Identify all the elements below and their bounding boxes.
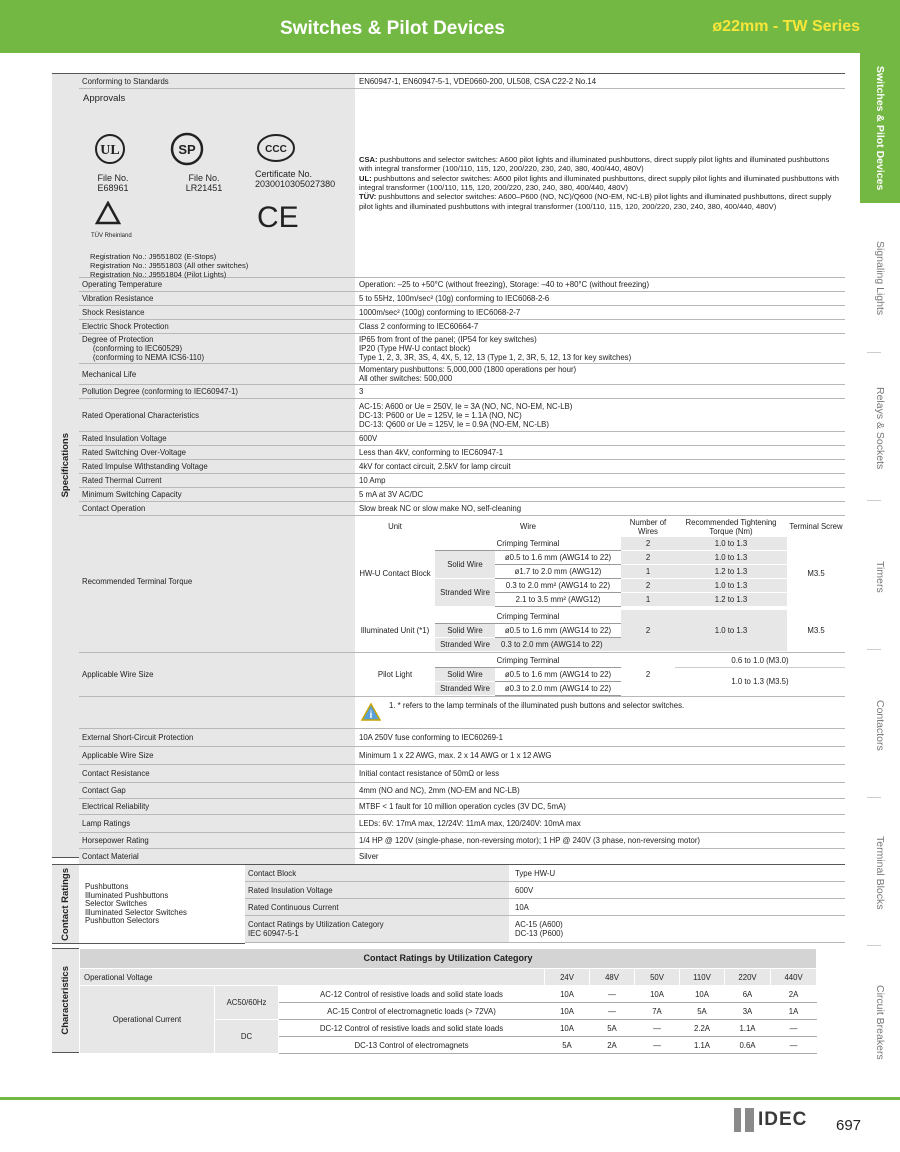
registration-item: Registration No.: J9551803 (All other switches)	[90, 261, 249, 270]
voltage-header: 50V	[635, 969, 680, 986]
idec-logo-icon	[734, 1108, 754, 1132]
spec-value: MTBF < 1 fault for 10 million operation cycles (3V DC, 5mA)	[355, 799, 845, 815]
spec-value: Silver	[355, 849, 845, 865]
category-description: AC-12 Control of resistive loads and solid state loads	[279, 986, 545, 1003]
torque-value: 1.0 to 1.3	[675, 537, 787, 551]
solid-wire: Solid Wire	[435, 624, 495, 638]
wire-count: 1	[621, 565, 675, 579]
spec-value: Momentary pushbuttons: 5,000,000 (1800 operations per hour) All other switches: 500,000	[355, 364, 845, 385]
page-title: Switches & Pilot Devices	[280, 18, 505, 39]
spec-value: Initial contact resistance of 50mΩ or less	[355, 765, 845, 783]
spec-row	[79, 474, 845, 488]
approval-paragraph	[359, 192, 839, 211]
approvals-cell	[79, 89, 355, 278]
spec-key: Contact Resistance	[79, 765, 355, 783]
torque-table-cell	[355, 516, 845, 653]
rating-key: Rated Continuous Current	[245, 899, 509, 916]
svg-text:CCC: CCC	[265, 144, 287, 155]
ul-file-number: File No. E68961	[97, 173, 129, 193]
spec-value: Minimum 1 x 22 AWG, max. 2 x 14 AWG or 1 x 12 AWG	[355, 747, 845, 765]
tab-divider	[867, 945, 881, 946]
spec-key: Operating Temperature	[79, 278, 355, 292]
spec-row	[79, 783, 845, 799]
wire-count: 2	[621, 537, 675, 551]
spec-row	[79, 446, 845, 460]
spec-value: 600V	[355, 432, 845, 446]
category-description: AC-15 Control of electromagnetic loads (> 72VA)	[279, 1003, 545, 1020]
rating-row	[245, 916, 845, 943]
note-cell	[355, 697, 845, 729]
stranded-wire: Stranded Wire	[435, 638, 495, 652]
current-value: 3A	[725, 1003, 771, 1020]
current-value: 1.1A	[680, 1037, 725, 1054]
rating-value: Type HW-U	[509, 865, 845, 882]
torque-key-cell	[79, 516, 355, 653]
spec-row	[79, 849, 845, 865]
spec-key: Degree of Protection (conforming to IEC60529) (conforming to NEMA ICS6-110)	[79, 334, 355, 364]
current-value: 2A	[590, 1037, 635, 1054]
current-value: 10A	[680, 986, 725, 1003]
spec-row	[79, 815, 845, 833]
side-tab-relays-sockets[interactable]: Relays & Sockets	[874, 386, 886, 470]
spec-row	[79, 833, 845, 849]
current-value: 10A	[545, 1003, 590, 1020]
approval-text: pushbuttons and selector switches: A600–P600 (NO, NC)/Q600 (NO-EM, NC-LB) pilot lights and illuminated pushbuttons, direct supply pilot lights and illuminated pushbuttons with integral transformer (100/110, 115, 120, 200/220, 230, 240, 380, 400/440, 480V)	[359, 192, 832, 211]
col-screw: Terminal Screw	[787, 517, 845, 537]
svg-text:UL: UL	[100, 143, 120, 158]
spec-row	[79, 385, 845, 399]
current-value: 5A	[590, 1020, 635, 1037]
ccc-certificate: Certificate No. 2030010305027380	[255, 169, 336, 189]
current-value: 6A	[725, 986, 771, 1003]
registration-list	[90, 252, 248, 279]
spec-key: Pollution Degree (conforming to IEC60947-1)	[79, 385, 355, 399]
spec-key: Contact Operation	[79, 502, 355, 516]
specifications-table	[79, 73, 845, 865]
spec-row	[79, 364, 845, 385]
idec-logo	[734, 1108, 807, 1132]
spec-key: External Short-Circuit Protection	[79, 729, 355, 747]
wire-count: 2	[621, 551, 675, 565]
side-tab-circuit-breakers[interactable]: Circuit Breakers	[874, 984, 886, 1060]
tab-divider	[867, 500, 881, 501]
illuminated-unit: Illuminated Unit (*1)	[355, 610, 435, 652]
spec-value: 5 mA at 3V AC/DC	[355, 488, 845, 502]
side-tab-timers[interactable]: Timers	[874, 561, 886, 593]
screw-value: M3.5	[787, 537, 845, 610]
spec-row	[79, 334, 845, 364]
wire-range: 2.1 to 3.5 mm² (AWG12)	[495, 593, 621, 607]
page-header	[0, 0, 900, 53]
spec-key: Shock Resistance	[79, 306, 355, 320]
spec-value: 1000m/sec² (100g) conforming to IEC6068-2-7	[355, 306, 845, 320]
pilot-table	[355, 653, 845, 696]
wire-range: ø1.7 to 2.0 mm (AWG12)	[495, 565, 621, 579]
spec-key: Rated Impulse Withstanding Voltage	[79, 460, 355, 474]
contact-ratings-devices: Pushbuttons Illuminated Pushbuttons Selector Switches Illuminated Selector Switches Pushbutton Selectors	[79, 864, 245, 944]
wire-size-key: Applicable Wire Size	[79, 653, 355, 697]
current-value: 0.6A	[725, 1037, 771, 1054]
col-unit: Unit	[355, 517, 435, 537]
current-value: —	[590, 986, 635, 1003]
current-value: —	[635, 1020, 680, 1037]
note-key-cell	[79, 697, 355, 729]
spec-row	[79, 292, 845, 306]
spec-key: Rated Operational Characteristics	[79, 399, 355, 432]
voltage-header: 220V	[725, 969, 771, 986]
voltage-header: 48V	[590, 969, 635, 986]
torque-value: 1.2 to 1.3	[675, 565, 787, 579]
current-value: 10A	[635, 986, 680, 1003]
characteristics-label: Characteristics	[52, 948, 79, 1053]
spec-value: 10 Amp	[355, 474, 845, 488]
rating-row	[245, 865, 845, 882]
tab-divider	[867, 797, 881, 798]
rating-key: Rated Insulation Voltage	[245, 882, 509, 899]
approvals-description	[355, 89, 845, 278]
operational-current: Operational Current	[80, 986, 215, 1054]
current-value: 1.1A	[725, 1020, 771, 1037]
spec-row	[79, 432, 845, 446]
wire-range: ø0.5 to 1.6 mm (AWG14 to 22)	[495, 668, 621, 682]
current-value: —	[771, 1037, 817, 1054]
characteristics-table	[79, 948, 817, 1054]
voltage-header: 440V	[771, 969, 817, 986]
solid-wire: Solid Wire	[435, 551, 495, 579]
rating-row	[245, 882, 845, 899]
note-text: 1. * refers to the lamp terminals of the illuminated push buttons and selector switches.	[389, 701, 685, 710]
crimp-label: Crimping Terminal	[435, 537, 621, 551]
tuv-logo-icon	[95, 201, 121, 225]
spec-row	[79, 306, 845, 320]
col-torque: Recommended Tightening Torque (Nm)	[675, 517, 787, 537]
approval-paragraph	[359, 174, 839, 193]
spec-row	[79, 278, 845, 292]
spec-value: 5 to 55Hz, 100m/sec² (10g) conforming to IEC6068-2-6	[355, 292, 845, 306]
voltage-header: 110V	[680, 969, 725, 986]
registration-item: Registration No.: J9551802 (E-Stops)	[90, 252, 217, 261]
wire-count: 1	[621, 593, 675, 607]
col-number: Number of Wires	[621, 517, 675, 537]
spec-value: EN60947-1, EN60947-5-1, VDE0660-200, UL508, CSA C22-2 No.14	[355, 74, 845, 89]
approval-text: pushbuttons and selector switches: A600 pilot lights and illuminated pushbuttons, direct supply pilot lights and illuminated pushbuttons with integral transformer (100/110, 115, 120, 200/220, 230, 240, 380, 400/440, 480V)	[359, 155, 830, 174]
current-value: 5A	[545, 1037, 590, 1054]
current-value: —	[590, 1003, 635, 1020]
current-value: —	[771, 1020, 817, 1037]
torque-value: 1.0 to 1.3 (M3.5)	[675, 668, 845, 696]
torque-value: 0.6 to 1.0 (M3.0)	[675, 654, 845, 668]
spec-key: Horsepower Rating	[79, 833, 355, 849]
hwu-unit: HW-U Contact Block	[355, 537, 435, 610]
side-tab-contactors[interactable]: Contactors	[874, 699, 886, 751]
wire-range: ø0.3 to 2.0 mm (AWG14 to 22)	[495, 682, 621, 696]
current-value: 5A	[680, 1003, 725, 1020]
spec-key: Vibration Resistance	[79, 292, 355, 306]
approval-text: pushbuttons and selector switches: A600 pilot lights and illuminated pushbuttons, direct supply pilot lights and illuminated pushbuttons with integral transformer (100/110, 115, 120, 200/220, 230, 240, 380, 400/440, 480V)	[359, 173, 839, 192]
crimp-label: Crimping Terminal	[435, 610, 621, 624]
ccc-logo-icon	[256, 133, 296, 163]
spec-row	[79, 488, 845, 502]
approvals-title: Approvals	[83, 93, 126, 104]
spec-key: Minimum Switching Capacity	[79, 488, 355, 502]
spec-value: LEDs: 6V: 17mA max, 12/24V: 11mA max, 120/240V: 10mA max	[355, 815, 845, 833]
side-tab-terminal-blocks[interactable]: Terminal Blocks	[874, 836, 886, 910]
spec-row	[79, 765, 845, 783]
current-value: 1A	[771, 1003, 817, 1020]
ce-mark-icon	[257, 201, 299, 231]
torque-value: 1.0 to 1.3	[675, 551, 787, 565]
wire-count: 2	[621, 579, 675, 593]
brand-name: IDEC	[758, 1109, 808, 1130]
spec-value: Operation: –25 to +50°C (without freezing), Storage: –40 to +80°C (without freezing)	[355, 278, 845, 292]
torque-key: Recommended Terminal Torque	[82, 577, 193, 586]
current-value: 10A	[545, 986, 590, 1003]
spec-row	[79, 799, 845, 815]
spec-value: Less than 4kV, conforming to IEC60947-1	[355, 446, 845, 460]
ac-label: AC50/60Hz	[215, 986, 279, 1020]
page-number: 697	[836, 1117, 862, 1134]
registration-item: Registration No.: J9551804 (Pilot Lights)	[90, 270, 227, 279]
spec-value: 1/4 HP @ 120V (single-phase, non-reversing motor); 1 HP @ 240V (3 phase, non-reversing motor)	[355, 833, 845, 849]
contact-ratings-table	[245, 864, 845, 943]
tuv-label: TÜV Rheinland	[91, 233, 132, 239]
pilot-table-cell	[355, 653, 845, 697]
current-value: 7A	[635, 1003, 680, 1020]
pilot-light-unit: Pilot Light	[355, 654, 435, 696]
approval-agency: UL:	[359, 173, 372, 183]
torque-table	[355, 516, 845, 652]
characteristics-title: Contact Ratings by Utilization Category	[80, 949, 817, 969]
wire-range: ø0.5 to 1.6 mm (AWG14 to 22)	[495, 551, 621, 565]
current-value: 2.2A	[680, 1020, 725, 1037]
rating-value: 10A	[509, 899, 845, 916]
svg-text:SP: SP	[178, 142, 196, 157]
series-title: ø22mm - TW Series	[712, 18, 860, 35]
spec-value: 4mm (NO and NC), 2mm (NO-EM and NC-LB)	[355, 783, 845, 799]
wire-range: 0.3 to 2.0 mm² (AWG14 to 22)	[495, 579, 621, 593]
spec-value: Slow break NC or slow make NO, self-cleaning	[355, 502, 845, 516]
tab-divider	[867, 649, 881, 650]
spec-value: Class 2 conforming to IEC60664-7	[355, 320, 845, 334]
contact-ratings-label: Contact Ratings	[52, 864, 79, 944]
voltage-header: 24V	[545, 969, 590, 986]
spec-row	[79, 747, 845, 765]
spec-row	[79, 320, 845, 334]
rating-value: 600V	[509, 882, 845, 899]
torque-value: 1.0 to 1.3	[675, 579, 787, 593]
wire-range: 0.3 to 2.0 mm (AWG14 to 22)	[495, 638, 621, 652]
spec-key: Rated Insulation Voltage	[79, 432, 355, 446]
current-value: 10A	[545, 1020, 590, 1037]
operational-voltage: Operational Voltage	[80, 969, 545, 986]
torque-value: 1.0 to 1.3	[675, 610, 787, 652]
spec-row	[79, 729, 845, 747]
rating-key: Contact Block	[245, 865, 509, 882]
svg-text:CE: CE	[257, 201, 299, 231]
rating-key: Contact Ratings by Utilization Category IEC 60947-5-1	[245, 916, 509, 943]
spec-key: Lamp Ratings	[79, 815, 355, 833]
wire-range: ø0.5 to 1.6 mm (AWG14 to 22)	[495, 624, 621, 638]
current-value: —	[635, 1037, 680, 1054]
svg-text:i: i	[369, 710, 373, 721]
side-tab-signaling-lights[interactable]: Signaling Lights	[874, 240, 886, 316]
footer-line	[0, 1097, 900, 1100]
approval-agency: TÜV:	[359, 192, 377, 202]
rating-row	[245, 899, 845, 916]
spec-key: Contact Material	[79, 849, 355, 865]
screw-value: M3.5	[787, 610, 845, 652]
crimp-label: Crimping Terminal	[435, 654, 621, 668]
wire-count: 2	[621, 654, 675, 696]
current-row	[80, 986, 817, 1003]
spec-value: 3	[355, 385, 845, 399]
category-description: DC-13 Control of electromagnets	[279, 1037, 545, 1054]
info-warning-icon	[361, 703, 381, 721]
spec-key: Rated Switching Over-Voltage	[79, 446, 355, 460]
spec-key: Electric Shock Protection	[79, 320, 355, 334]
approval-agency: CSA:	[359, 155, 378, 165]
approval-paragraph	[359, 155, 839, 174]
tab-divider	[867, 352, 881, 353]
solid-wire: Solid Wire	[435, 668, 495, 682]
stranded-wire: Stranded Wire	[435, 682, 495, 696]
category-description: DC-12 Control of resistive loads and solid state loads	[279, 1020, 545, 1037]
spec-value: IP65 from front of the panel; (IP54 for key switches) IP20 (Type HW-U contact block) Type 1, 2, 3, 3R, 3S, 4, 4X, 5, 12, 13 (Type 1, 2, 3R, 5, 12, 13 for key switches)	[355, 334, 845, 364]
spec-key: Mechanical Life	[79, 364, 355, 385]
specifications-label: Specifications	[52, 73, 79, 858]
spec-key: Conforming to Standards	[79, 74, 355, 89]
torque-value: 1.2 to 1.3	[675, 593, 787, 607]
spec-row	[79, 399, 845, 432]
spec-row	[79, 460, 845, 474]
rating-value: AC-15 (A600) DC-13 (P600)	[509, 916, 845, 943]
spec-value: AC-15: A600 or Ue = 250V, Ie = 3A (NO, NC, NO-EM, NC-LB) DC-13: P600 or Ue = 125V, Ie = 1.1A (NO, NC) DC-13: Q600 or Ue = 125V, Ie = 0.9A (NO-EM, NC-LB)	[355, 399, 845, 432]
spec-row	[79, 502, 845, 516]
dc-label: DC	[215, 1020, 279, 1054]
spec-key: Rated Thermal Current	[79, 474, 355, 488]
spec-key: Contact Gap	[79, 783, 355, 799]
stranded-wire: Stranded Wire	[435, 579, 495, 607]
col-wire: Wire	[435, 517, 621, 537]
spec-key: Applicable Wire Size	[79, 747, 355, 765]
spec-value: 4kV for contact circuit, 2.5kV for lamp circuit	[355, 460, 845, 474]
csa-logo-icon	[169, 131, 205, 167]
spec-key: Electrical Reliability	[79, 799, 355, 815]
wire-count: 2	[621, 610, 675, 652]
csa-file-number: File No. LR21451	[185, 173, 223, 193]
spec-value: 10A 250V fuse conforming to IEC60269-1	[355, 729, 845, 747]
side-tab-switches[interactable]: Switches & Pilot Devices	[860, 53, 900, 203]
current-value: 2A	[771, 986, 817, 1003]
ul-logo-icon	[93, 133, 127, 165]
